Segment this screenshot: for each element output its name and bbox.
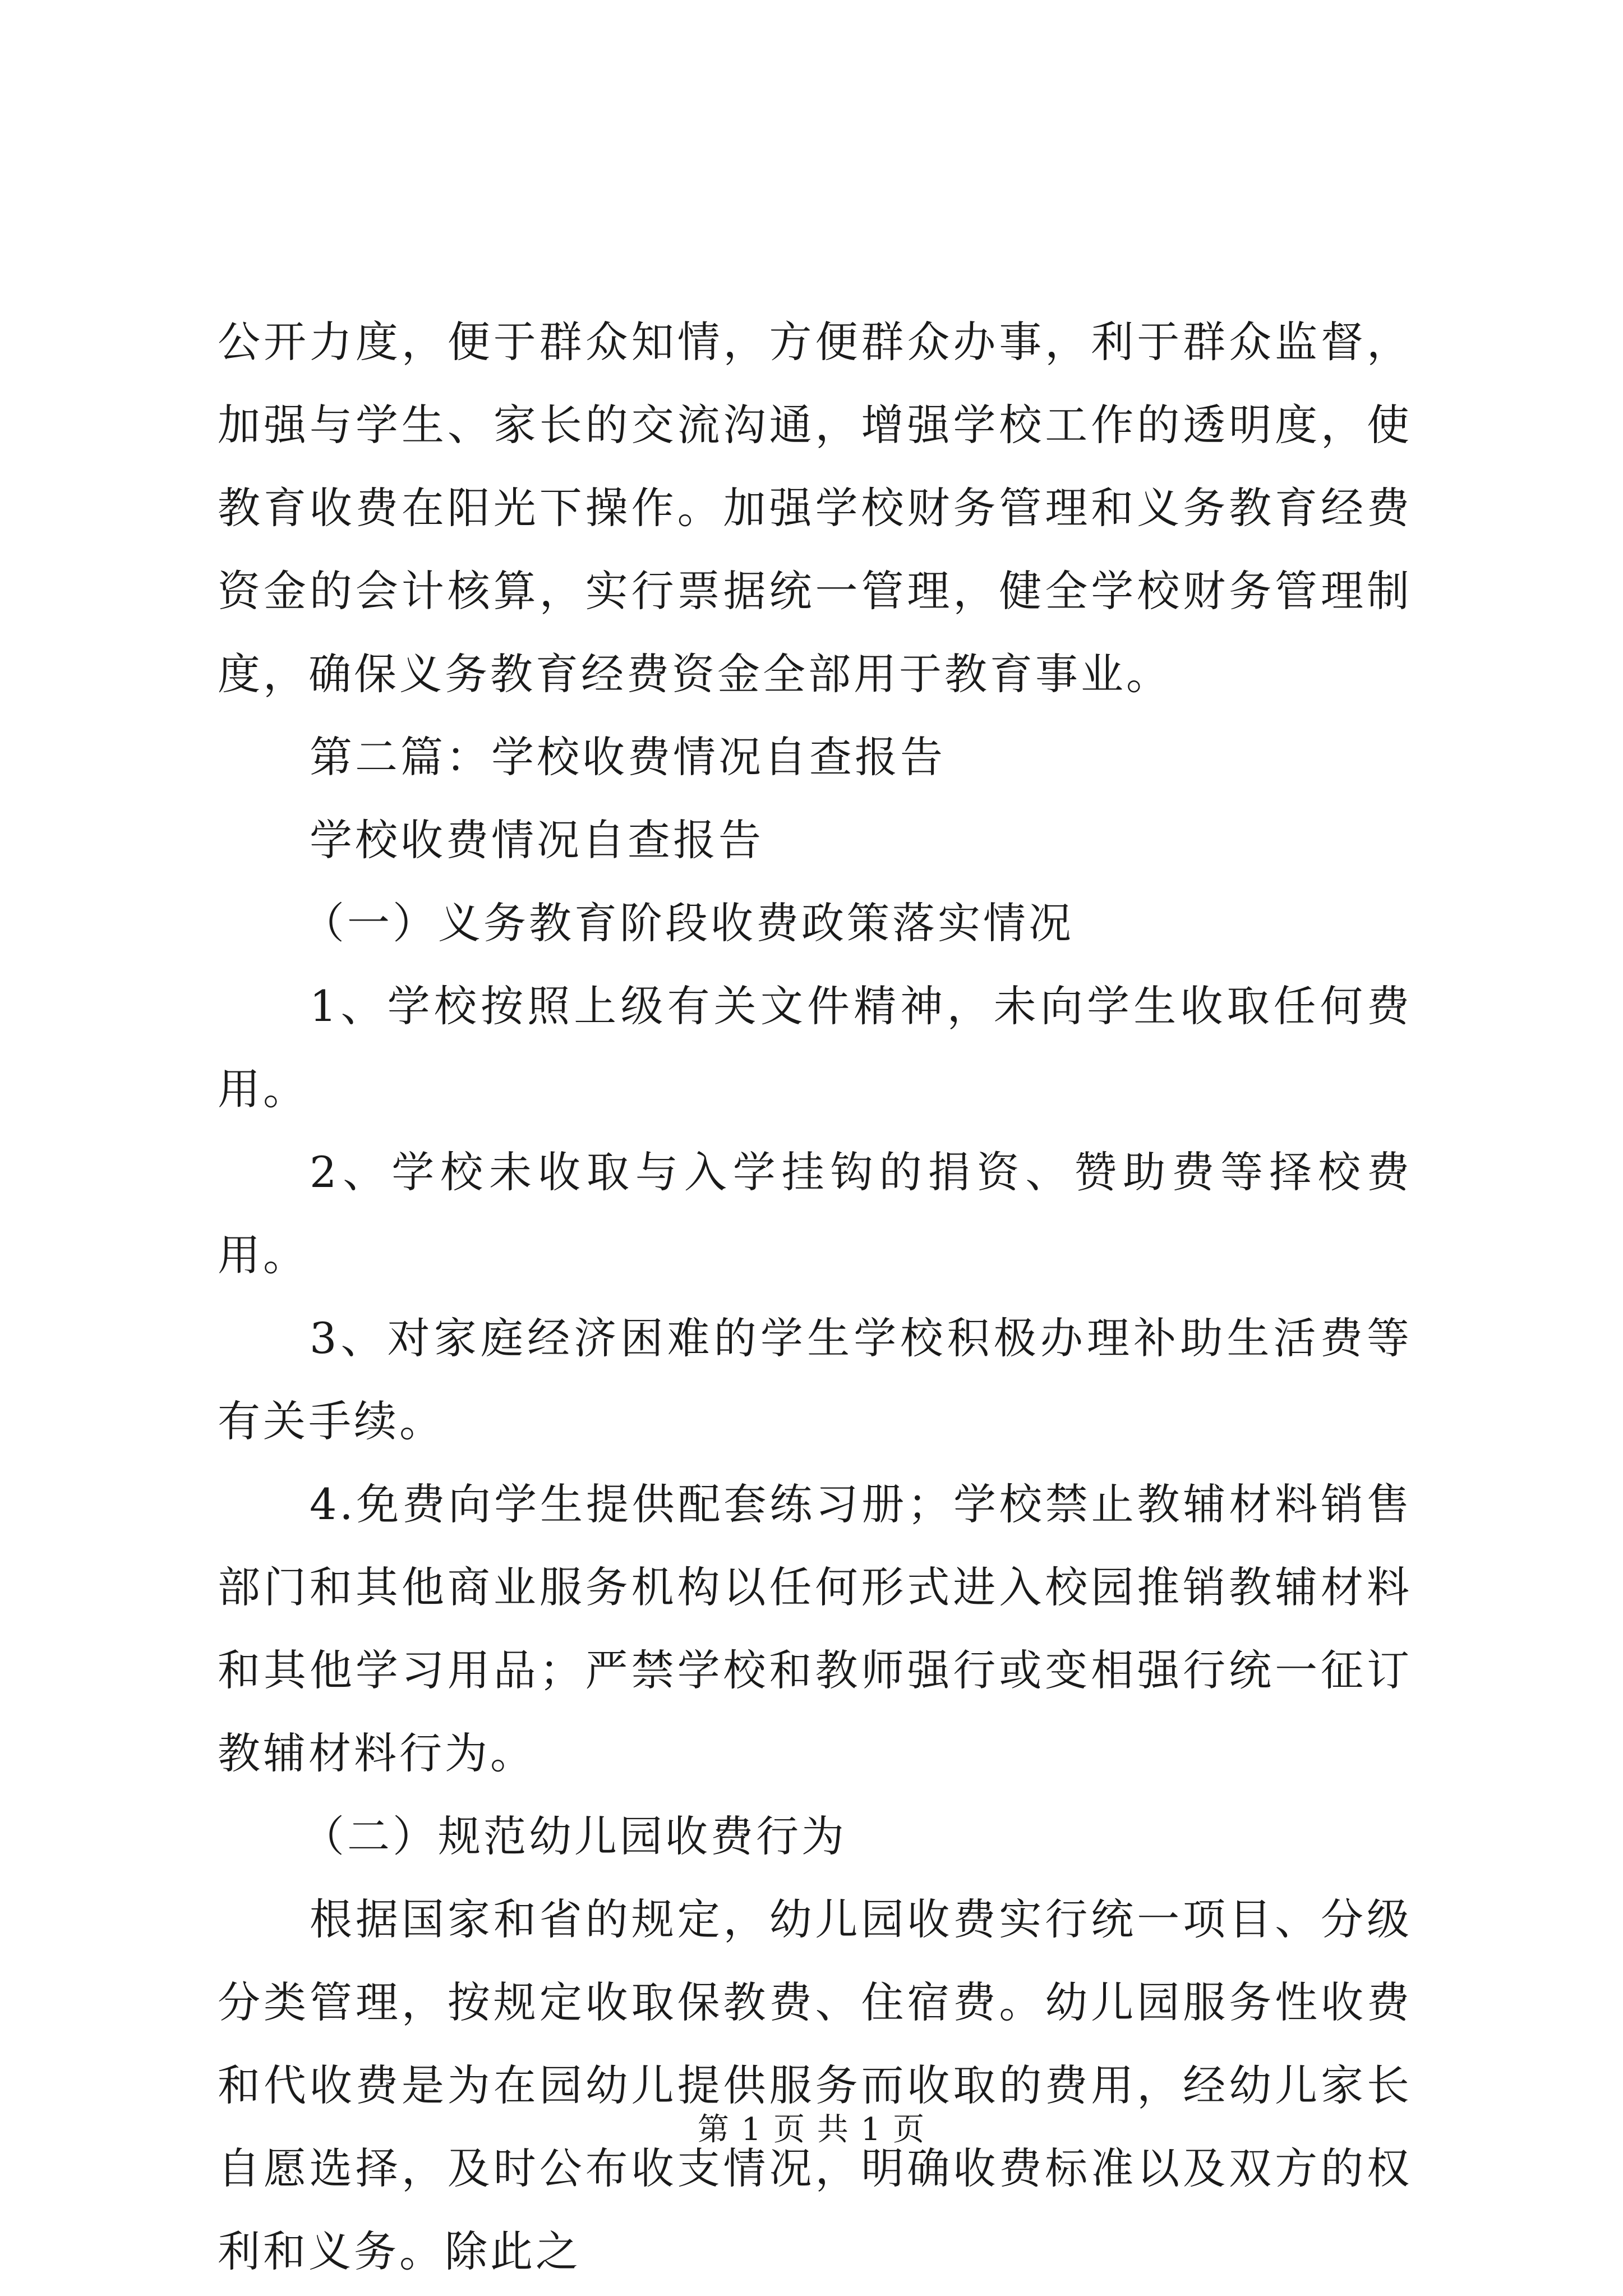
paragraph-kindergarten: 根据国家和省的规定，幼儿园收费实行统一项目、分级分类管理，按规定收取保教费、住宿费。幼儿园服务性收费和代收费是为在园幼儿提供服务而收取的费用，经幼儿家长自愿选择，及时公布收支情况，明确收费标准以及双方的权利和义务。除此之 — [218, 1894, 1412, 2276]
list-item-3: 3、对家庭经济困难的学生学校积极办理补助生活费等有关手续。 — [218, 1313, 1412, 1446]
page-footer: 第 1 页 共 1 页 — [697, 2111, 926, 2148]
section-heading-2: （二）规范幼儿园收费行为 — [302, 1811, 847, 1861]
paragraph-continuation: 公开力度，便于群众知情，方便群众办事，利于群众监督，加强与学生、家长的交流沟通，增强学校工作的透明度，使教育收费在阳光下操作。加强学校财务管理和义务教育经费资金的会计核算，实行票据统一管理，健全学校财务管理制度，确保义务教育经费资金全部用于教育事业。 — [218, 317, 1412, 699]
chapter-heading: 第二篇：学校收费情况自查报告 — [310, 732, 946, 782]
list-item-1: 1、学校按照上级有关文件精神，未向学生收取任何费用。 — [218, 981, 1412, 1114]
list-item-2: 2、学校未收取与入学挂钩的捐资、赞助费等择校费用。 — [218, 1147, 1412, 1280]
list-item-4: 4.免费向学生提供配套练习册；学校禁止教辅材料销售部门和其他商业服务机构以任何形式进入校园推销教辅材料和其他学习用品；严禁学校和教师强行或变相强行统一征订教辅材料行为。 — [218, 1479, 1412, 1778]
document-body — [218, 301, 1412, 2293]
section-heading-1: （一）义务教育阶段收费政策落实情况 — [302, 898, 1074, 948]
report-title: 学校收费情况自查报告 — [310, 815, 764, 865]
